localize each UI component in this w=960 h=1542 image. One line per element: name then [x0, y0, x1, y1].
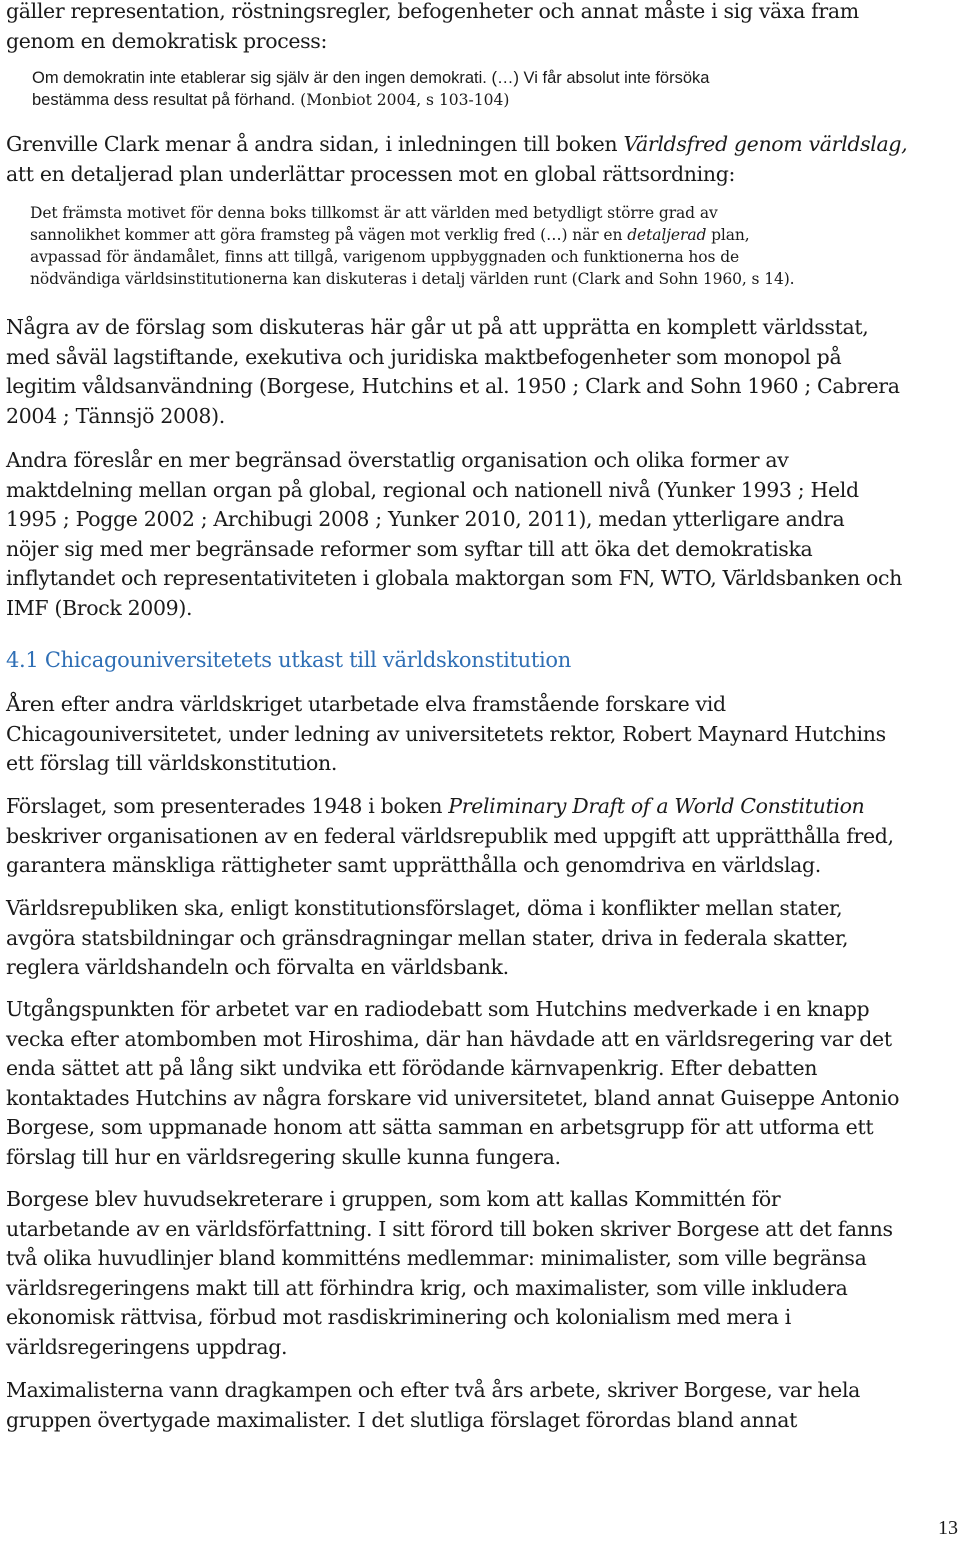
text-line: 2004 ; Tännsjö 2008).	[6, 403, 225, 428]
quote-text: plan,	[706, 226, 750, 244]
text-line: inflytandet och representativiteten i globala maktorgan som FN, WTO, Världsbanken och	[6, 566, 902, 590]
text-line: legitim våldsanvändning (Borgese, Hutchins et al. 1950 ; Clark and Sohn 1960 ; Cabrera	[6, 374, 900, 398]
text-line: maktdelning mellan organ på global, regional och nationell nivå (Yunker 1993 ; Held	[6, 477, 859, 502]
text-line: Borgese, som uppmanade honom att sätta samman en arbetsgrupp för att utforma ett	[6, 1115, 874, 1139]
quote-line: Om demokratin inte etablerar sig själv är den ingen demokrati. (…) Vi får absolut inte försöka	[32, 69, 710, 87]
text-line: förslag till hur en världsregering skulle kunna fungera.	[6, 1144, 561, 1169]
quote-line: Det främsta motivet för denna boks tillkomst är att världen med betydligt större grad av	[30, 204, 718, 222]
text-line: Åren efter andra världskriget utarbetade elva framstående forskare vid	[6, 692, 726, 716]
text-line: Andra föreslår en mer begränsad överstatlig organisation och olika former av	[6, 448, 789, 472]
block-quote-monbiot	[6, 67, 709, 111]
text-run: Förslaget, som presenterades 1948 i boken	[6, 794, 449, 818]
text-line: enda sättet att på lång sikt undvika ett förödande kärnvapenkrig. Efter debatten	[6, 1056, 818, 1080]
paragraph-draft	[6, 792, 894, 881]
text-run: Grenville Clark menar å andra sidan, i inledningen till boken	[6, 132, 624, 156]
text-line: Maximalisterna vann dragkampen och efter två års arbete, skriver Borgese, var hela	[6, 1378, 861, 1402]
paragraph-years	[6, 690, 886, 779]
text-line: Världsrepubliken ska, enligt konstitutionsförslaget, döma i konflikter mellan stater,	[6, 896, 843, 920]
text-line: med såväl lagstiftande, exekutiva och juridiska maktbefogenheter som monopol på	[6, 344, 842, 369]
text-line: världsregeringens makt till att förhindra krig, och maximalister, som ville inkludera	[6, 1275, 848, 1300]
text-line: två olika huvudlinjer bland kommitténs medlemmar: minimalister, som ville begränsa	[6, 1246, 867, 1270]
quote-text: sannolikhet kommer att göra framsteg på vägen mot verklig fred (…) när en	[30, 226, 628, 244]
text-line: gruppen övertygade maximalister. I det slutliga förslaget förordas bland annat	[6, 1407, 797, 1432]
book-title: Preliminary Draft of a World Constitution	[448, 794, 865, 818]
text-line: reglera världshandeln och förvalta en världsbank.	[6, 955, 509, 979]
text-line: att en detaljerad plan underlättar processen mot en global rättsordning:	[6, 161, 736, 186]
text-line: ekonomisk rättvisa, förbud mot rasdiskriminering och kolonialism med mera i	[6, 1305, 791, 1329]
paragraph-others	[6, 446, 902, 623]
paragraph-republic	[6, 894, 848, 983]
paragraph-origin	[6, 995, 899, 1172]
text-line: nöjer sig med mer begränsade reformer som syftar till att öka det demokratiska	[6, 536, 813, 561]
text-line	[6, 792, 894, 822]
quote-line	[32, 89, 709, 111]
quote-line: nödvändiga världsinstitutionerna kan diskuteras i detalj världen runt (Clark and Sohn 1960, s 14).	[30, 270, 795, 288]
block-quote-clark	[6, 202, 795, 290]
text-line: Utgångspunkten för arbetet var en radiodebatt som Hutchins medverkade i en knapp	[6, 997, 870, 1021]
paragraph-maximalists	[6, 1376, 860, 1435]
text-line: Borgese blev huvudsekreterare i gruppen, som kom att kallas Kommittén för	[6, 1187, 781, 1211]
text-line: avgöra statsbildningar och gränsdragningar mellan stater, driva in federala skatter,	[6, 925, 849, 950]
section-heading: 4.1 Chicagouniversitetets utkast till världskonstitution	[6, 648, 571, 672]
quote-emphasis: detaljerad	[627, 226, 707, 244]
paragraph-clark	[6, 130, 907, 189]
quote-line	[30, 224, 795, 246]
quote-text: bestämma dess resultat på förhand.	[32, 91, 296, 109]
text-line: 1995 ; Pogge 2002 ; Archibugi 2008 ; Yunker 2010, 2011), medan ytterligare andra	[6, 507, 845, 531]
text-line: gäller representation, röstningsregler, befogenheter och annat måste i sig växa fram	[6, 0, 859, 23]
text-line: IMF (Brock 2009).	[6, 595, 193, 620]
text-line: världsregeringens uppdrag.	[6, 1334, 288, 1359]
page-number: 13	[938, 1517, 958, 1539]
paragraph-proposals	[6, 313, 900, 431]
text-line	[6, 130, 907, 160]
paragraph-borgese	[6, 1185, 893, 1362]
text-line: utarbetande av en världsförfattning. I sitt förord till boken skriver Borgese att det fanns	[6, 1216, 893, 1241]
text-line: Några av de förslag som diskuteras här går ut på att upprätta en komplett världsstat,	[6, 315, 869, 339]
text-line: vecka efter atombomben mot Hiroshima, där han hävdade att en världsregering var det	[6, 1026, 892, 1051]
text-line: ett förslag till världskonstitution.	[6, 751, 337, 775]
intro-paragraph	[6, 0, 859, 56]
text-line: beskriver organisationen av en federal världsrepublik med uppgift att upprätthålla fred,	[6, 823, 894, 848]
text-line: Chicagouniversitetet, under ledning av universitetets rektor, Robert Maynard Hutchins	[6, 721, 886, 746]
text-line: genom en demokratisk process:	[6, 28, 328, 53]
citation: (Monbiot 2004, s 103-104)	[295, 91, 510, 109]
quote-line: avpassad för ändamålet, finns att tillgå, varigenom uppbyggnaden och funktionerna hos de	[30, 248, 740, 266]
text-line: garantera mänskliga rättigheter samt upprätthålla och genomdriva en världslag.	[6, 853, 821, 877]
book-title: Världsfred genom världslag,	[623, 132, 908, 156]
text-line: kontaktades Hutchins av några forskare vid universitetet, bland annat Guiseppe Antonio	[6, 1085, 900, 1110]
